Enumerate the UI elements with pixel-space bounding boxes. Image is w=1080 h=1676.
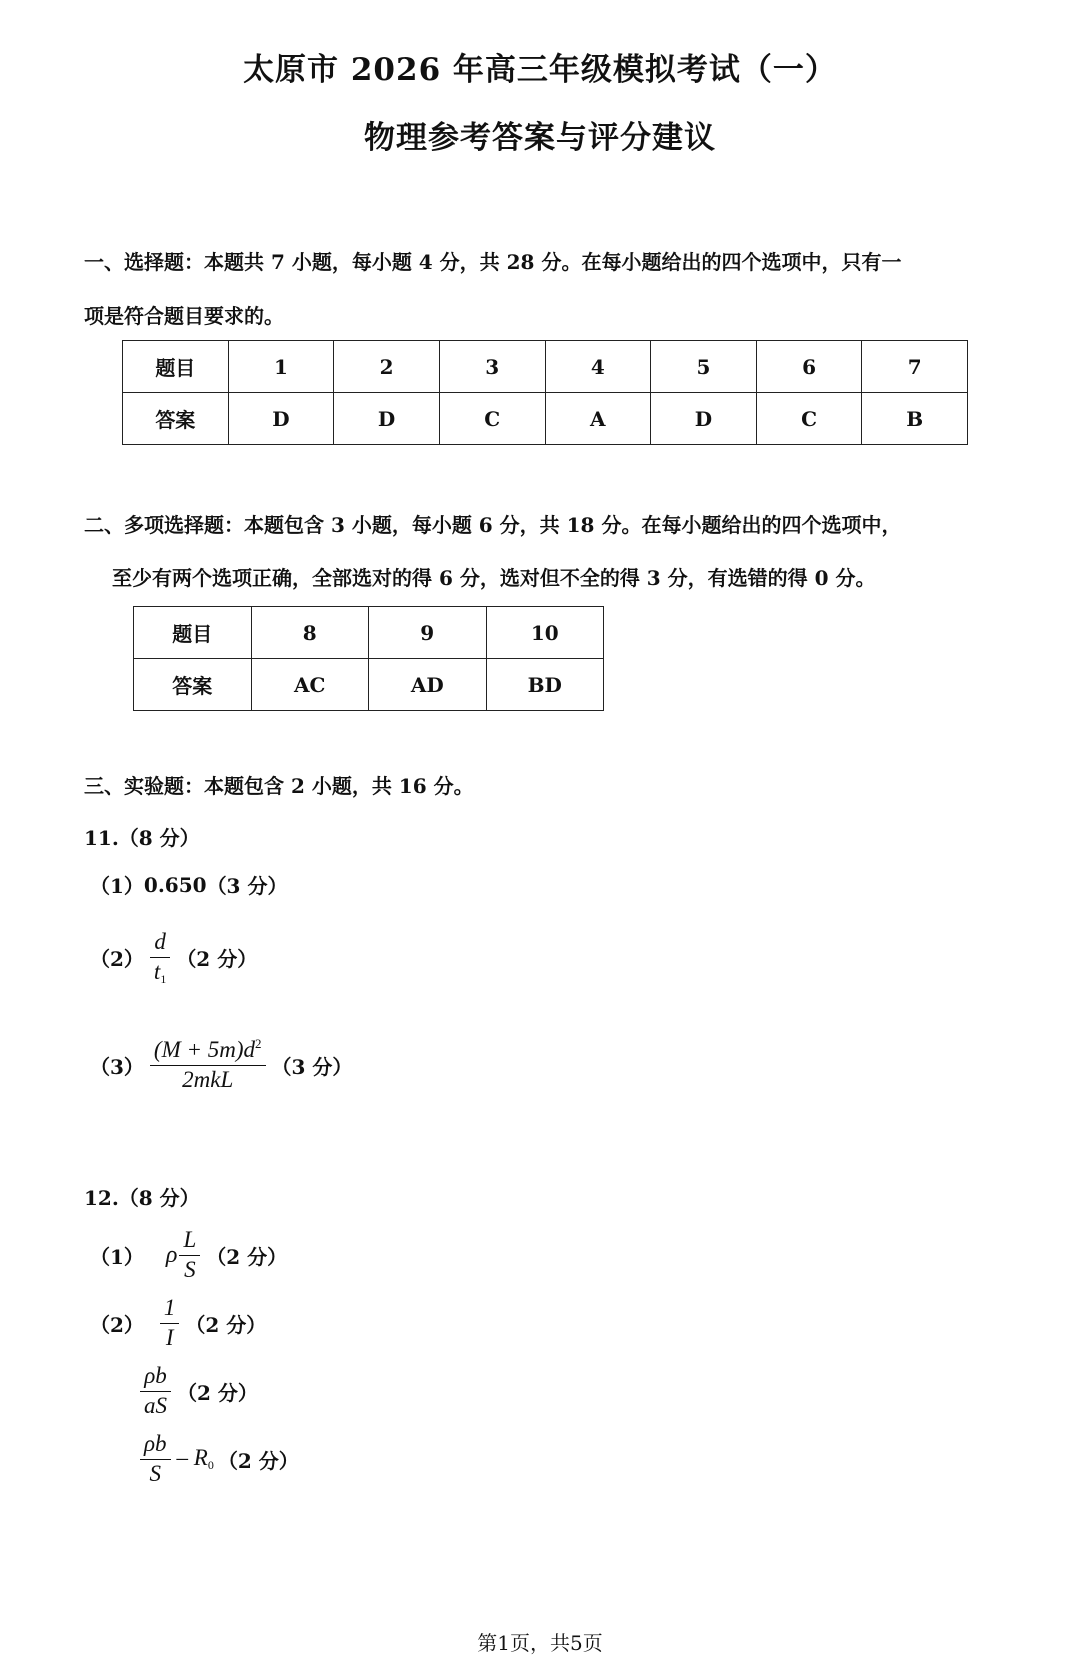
score-note: （2 分） [185,1312,267,1337]
score-note: （2 分） [176,946,258,971]
q12-part4 [140,1430,299,1489]
q12-part3 [140,1362,258,1421]
row-header-question: 题目 [134,607,252,659]
question-number: 4 [545,341,651,393]
minus-r0 [177,1445,214,1473]
num-superscript: 2 [255,1036,262,1051]
part-label: （2） [90,1312,144,1337]
q12-p3-fraction [140,1362,171,1421]
table-row [134,659,604,711]
section1-intro-line2: 项是符合题目要求的。 [84,304,284,328]
part-label: （1） [90,1244,144,1269]
fraction-numerator: ρb [140,1362,171,1392]
score-note: （3 分） [271,1054,353,1079]
num-expression: (M + 5m)d [153,1037,256,1062]
score-note: （2 分） [217,1448,299,1473]
section2-intro-line2: 至少有两个选项正确，全部选对的得 6 分，选对但不全的得 3 分，有选错的得 0 分。 [112,566,876,590]
fraction-denominator: 2mkL [182,1066,234,1092]
answer-cell: A [545,393,651,445]
rho-symbol: ρ [165,1241,178,1268]
table-row [123,393,968,445]
section1-intro-line1: 一、选择题：本题共 7 小题，每小题 4 分，共 28 分。在每小题给出的四个选项中，只有一 [84,250,902,274]
r-subscript: 0 [207,1458,214,1473]
question-number: 6 [756,341,862,393]
row-header-answer: 答案 [134,659,252,711]
q11-heading: 11.（8 分） [84,826,200,850]
part-label: （1） [90,874,144,898]
fraction-numerator: L [179,1226,200,1256]
q12-p1-fraction [179,1226,200,1285]
q11-part1 [90,870,287,899]
question-number: 10 [486,607,604,659]
section2-intro-line1: 二、多项选择题：本题包含 3 小题，每小题 6 分，共 18 分。在每小题给出的四个选项中， [84,513,902,537]
fraction-numerator: 1 [160,1294,180,1324]
q11-p3-fraction [150,1036,266,1095]
minus-r-symbol: – R [176,1445,208,1471]
answer-cell: B [862,393,968,445]
q12-part2 [90,1294,266,1353]
q11-part2 [90,928,257,987]
fraction-numerator: d [150,928,170,958]
section3-intro: 三、实验题：本题包含 2 小题，共 16 分。 [84,774,474,798]
score-note: （3 分） [206,874,288,898]
q11-p2-fraction [150,928,170,987]
single-choice-answer-table [122,340,968,445]
question-number: 3 [439,341,545,393]
table-row [123,341,968,393]
answer-cell: D [651,393,757,445]
score-note: （2 分） [206,1244,288,1269]
fraction-denominator [150,958,170,987]
part-label: （2） [90,946,144,971]
row-header-answer: 答案 [123,393,229,445]
question-number: 5 [651,341,757,393]
row-header-question: 题目 [123,341,229,393]
q12-p4-fraction [140,1430,171,1489]
q12-p2-fraction [160,1294,180,1353]
answer-cell: BD [486,659,604,711]
multi-choice-answer-table [133,606,604,711]
den-subscript: 1 [160,971,167,986]
den-symbol: t [153,958,161,984]
fraction-denominator: S [184,1256,196,1282]
answer-cell: D [228,393,334,445]
table-row [134,607,604,659]
fraction-numerator [150,1036,266,1066]
q11-part3 [90,1036,352,1095]
question-number: 8 [251,607,369,659]
answer-cell: AC [251,659,369,711]
page-title: 太原市 2026 年高三年级模拟考试（一） [243,52,837,88]
page-footer: 第1页，共5页 [477,1631,603,1655]
q12-heading: 12.（8 分） [84,1186,200,1210]
page-subtitle: 物理参考答案与评分建议 [364,120,716,156]
fraction-denominator: I [165,1324,174,1350]
q12-part1 [90,1226,287,1285]
score-note: （2 分） [177,1380,258,1405]
fraction-denominator: aS [144,1392,167,1418]
question-number: 9 [369,607,487,659]
answer-cell: C [439,393,545,445]
fraction-denominator: S [149,1460,162,1486]
part-label: （3） [90,1054,144,1079]
answer-cell: D [334,393,440,445]
question-number: 1 [228,341,334,393]
fraction-numerator: ρb [140,1430,171,1460]
q11-p1-answer: 0.650 [143,872,207,897]
question-number: 2 [334,341,440,393]
question-number: 7 [862,341,968,393]
answer-cell: C [756,393,862,445]
answer-cell: AD [369,659,487,711]
